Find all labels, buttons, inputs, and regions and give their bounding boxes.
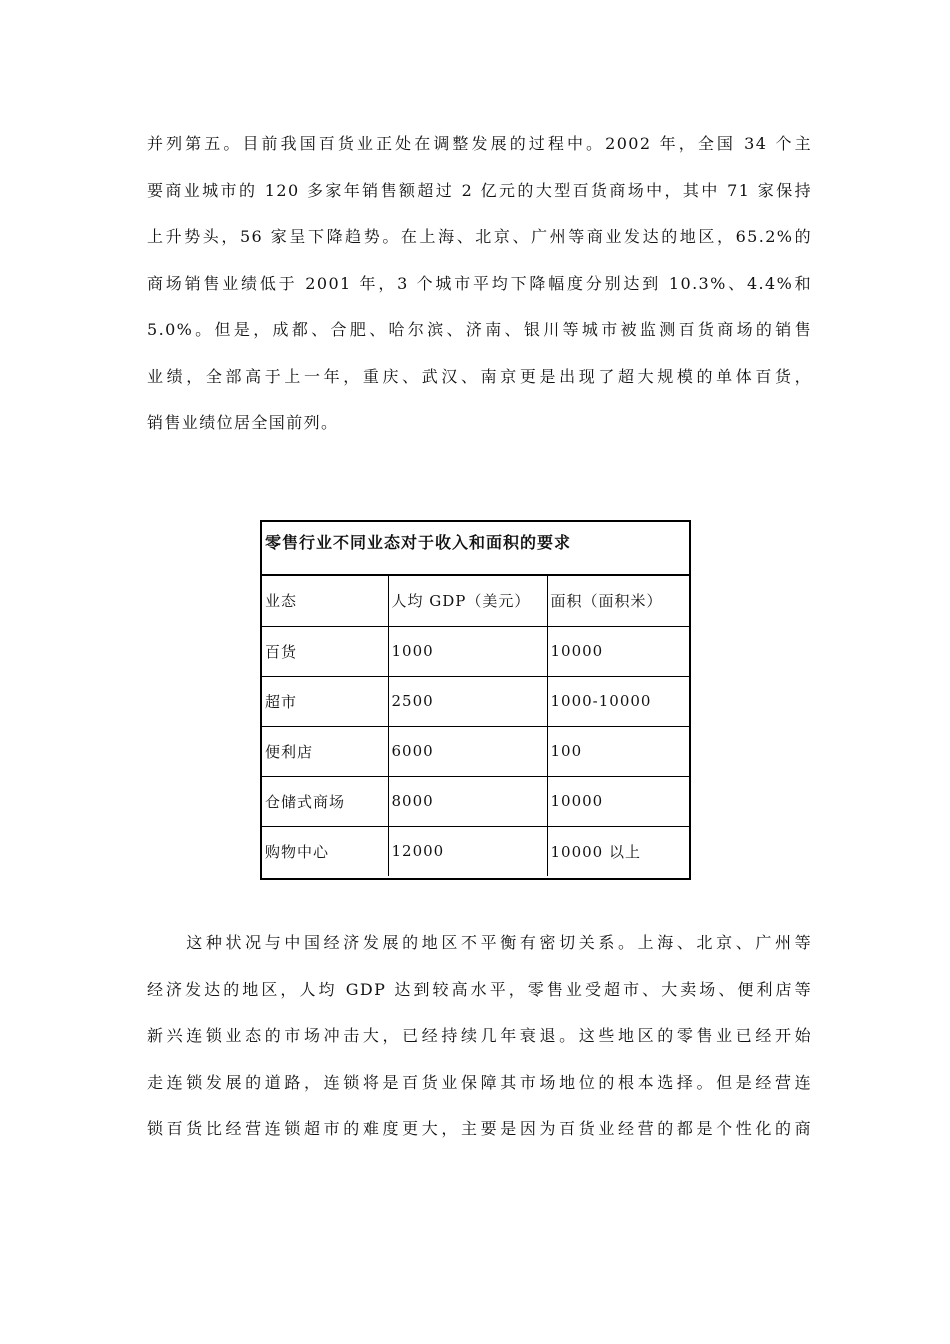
cell-gdp: 8000 [388, 776, 547, 826]
cell-format: 超市 [262, 676, 388, 726]
table-row [262, 726, 689, 776]
table-row [262, 626, 689, 676]
cell-gdp: 6000 [388, 726, 547, 776]
table-row [262, 776, 689, 826]
cell-format: 百货 [262, 626, 388, 676]
retail-format-table [260, 520, 691, 880]
paragraph-line: 走连锁发展的道路，连锁将是百货业保障其市场地位的根本选择。但是经营连 [147, 1072, 812, 1092]
table-title: 零售行业不同业态对于收入和面积的要求 [265, 533, 572, 552]
paragraph-line: 上升势头，56 家呈下降趋势。在上海、北京、广州等商业发达的地区，65.2%的 [147, 227, 812, 246]
table-row [262, 676, 689, 726]
cell-format: 便利店 [262, 726, 388, 776]
cell-format: 仓储式商场 [262, 776, 388, 826]
paragraph-line: 商场销售业绩低于 2001 年，3 个城市平均下降幅度分别达到 10.3%、4.4%和 [147, 273, 812, 293]
body-paragraph-2 [147, 920, 812, 1153]
header-cell-area: 面积（面积米） [547, 576, 689, 626]
cell-format: 购物中心 [262, 826, 388, 876]
cell-area: 10000 以上 [547, 826, 689, 876]
paragraph-line: 销售业绩位居全国前列。 [147, 413, 339, 432]
table-header-row [262, 576, 689, 626]
cell-area: 10000 [547, 626, 689, 676]
cell-area: 1000-10000 [547, 676, 689, 726]
body-paragraph-1 [147, 121, 812, 447]
paragraph-line: 并列第五。目前我国百货业正处在调整发展的过程中。2002 年，全国 34 个主 [147, 134, 812, 153]
paragraph-line: 5.0%。但是，成都、合肥、哈尔滨、济南、银川等城市被监测百货商场的销售 [147, 320, 812, 339]
paragraph-line: 锁百货比经营连锁超市的难度更大，主要是因为百货业经营的都是个性化的商 [147, 1119, 812, 1138]
cell-area: 10000 [547, 776, 689, 826]
cell-gdp: 2500 [388, 676, 547, 726]
cell-area: 100 [547, 726, 689, 776]
paragraph-line: 这种状况与中国经济发展的地区不平衡有密切关系。上海、北京、广州等 [147, 933, 812, 952]
cell-gdp: 1000 [388, 626, 547, 676]
header-cell-format: 业态 [265, 592, 298, 611]
header-cell-gdp: 人均 GDP（美元） [388, 576, 547, 626]
paragraph-line: 要商业城市的 120 多家年销售额超过 2 亿元的大型百货商场中，其中 71 家保持 [147, 180, 812, 200]
paragraph-line: 经济发达的地区，人均 GDP 达到较高水平，零售业受超市、大卖场、便利店等 [147, 979, 812, 999]
cell-gdp: 12000 [388, 826, 547, 876]
paragraph-line: 新兴连锁业态的市场冲击大，已经持续几年衰退。这些地区的零售业已经开始 [147, 1026, 812, 1045]
paragraph-line: 业绩，全部高于上一年，重庆、武汉、南京更是出现了超大规模的单体百货， [147, 366, 812, 386]
table-grid [262, 576, 689, 876]
table-row [262, 826, 689, 876]
